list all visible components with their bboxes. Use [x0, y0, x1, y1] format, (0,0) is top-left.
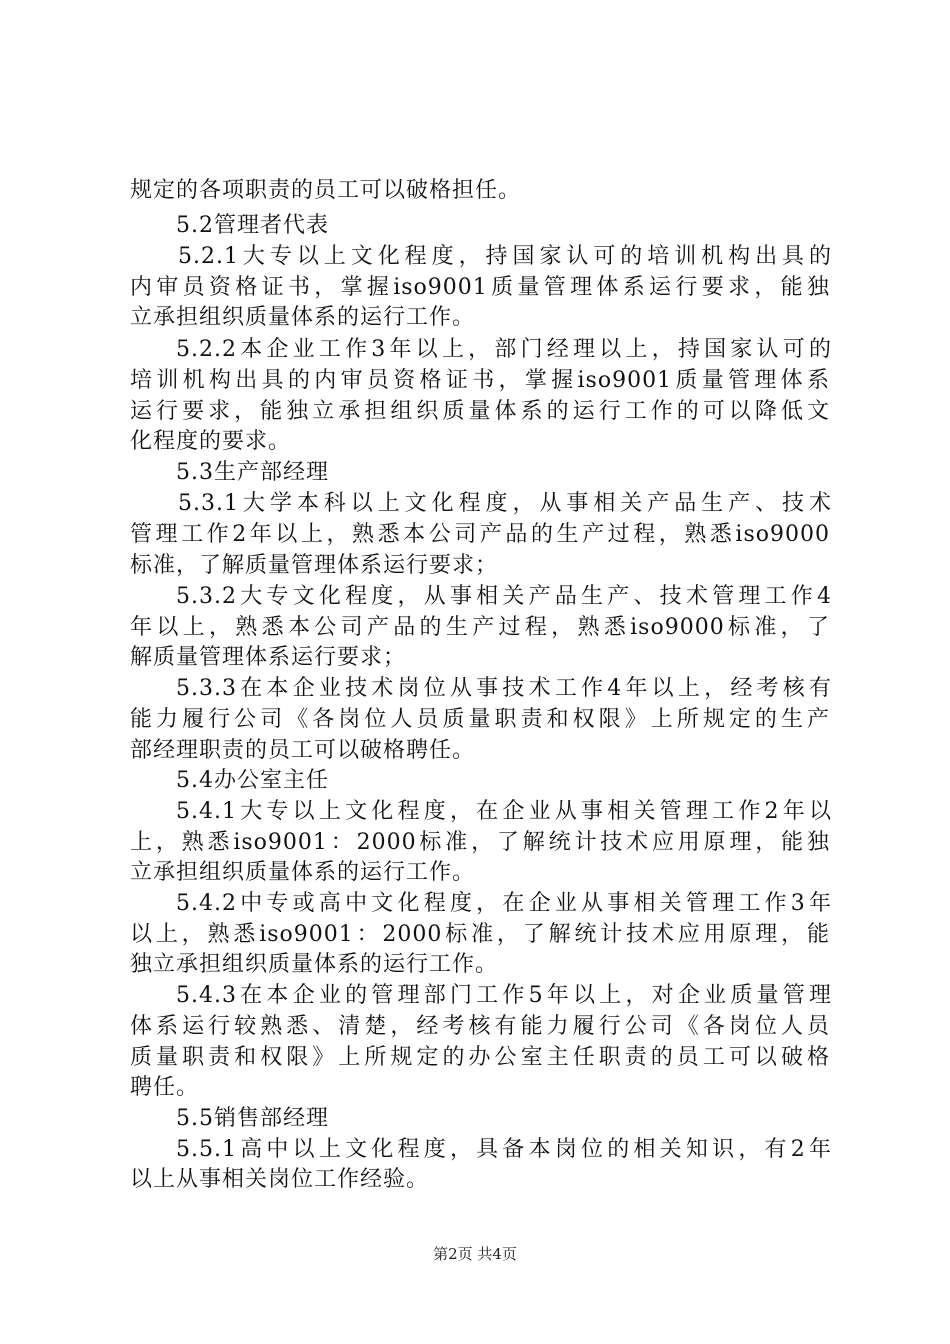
text-line: 内审员资格证书，掌握iso9001质量管理体系运行要求，能独	[130, 275, 830, 300]
text-line: 5.3.3在本企业技术岗位从事技术工作4年以上，经考核有	[176, 676, 832, 701]
text-line: 年以上，熟悉本公司产品的生产过程，熟悉iso9000标准，了	[130, 615, 830, 640]
text-line: 5.2.1大专以上文化程度，持国家认可的培训机构出具的	[178, 244, 832, 269]
text-line: 5.4.1大专以上文化程度，在企业从事相关管理工作2年以	[176, 799, 832, 824]
section-heading: 5.2管理者代表	[176, 213, 329, 238]
text-line: 部经理职责的员工可以破格聘任。	[130, 738, 476, 763]
text-line: 以上，熟悉iso9001：2000标准，了解统计技术应用原理，能	[130, 922, 830, 947]
page-number-footer: 第2页 共4页	[433, 1245, 517, 1263]
text-line: 立承担组织质量体系的运行工作。	[130, 305, 476, 330]
text-line: 解质量管理体系运行要求；	[130, 645, 407, 670]
section-heading: 5.5销售部经理	[176, 1106, 329, 1131]
text-line: 体系运行较熟悉、清楚，经考核有能力履行公司《各岗位人员	[130, 1014, 830, 1039]
text-line: 标准，了解质量管理体系运行要求；	[130, 553, 499, 578]
text-line: 独立承担组织质量体系的运行工作。	[130, 952, 499, 977]
text-line: 5.2.2本企业工作3年以上，部门经理以上，持国家认可的	[176, 337, 832, 362]
text-line: 聘任。	[130, 1075, 200, 1100]
text-line: 5.5.1高中以上文化程度，具备本岗位的相关知识，有2年	[176, 1137, 832, 1162]
text-line: 质量职责和权限》上所规定的办公室主任职责的员工可以破格	[130, 1045, 830, 1070]
text-line: 5.4.3在本企业的管理部门工作5年以上，对企业质量管理	[176, 983, 832, 1008]
section-heading: 5.4办公室主任	[176, 768, 329, 793]
text-line: 5.4.2中专或高中文化程度，在企业从事相关管理工作3年	[176, 891, 832, 916]
text-line: 化程度的要求。	[130, 429, 292, 454]
text-line: 立承担组织质量体系的运行工作。	[130, 860, 476, 885]
text-line: 5.3.1大学本科以上文化程度，从事相关产品生产、技术	[178, 491, 832, 516]
section-heading: 5.3生产部经理	[176, 460, 329, 485]
text-line: 5.3.2大专文化程度，从事相关产品生产、技术管理工作4	[176, 584, 832, 609]
text-line: 管理工作2年以上，熟悉本公司产品的生产过程，熟悉iso9000	[130, 522, 830, 547]
text-line: 运行要求，能独立承担组织质量体系的运行工作的可以降低文	[130, 399, 830, 424]
text-line: 规定的各项职责的员工可以破格担任。	[130, 178, 522, 203]
text-line: 上，熟悉iso9001：2000标准，了解统计技术应用原理，能独	[130, 830, 830, 855]
text-line: 以上从事相关岗位工作经验。	[130, 1167, 430, 1192]
text-line: 培训机构出具的内审员资格证书，掌握iso9001质量管理体系	[130, 368, 830, 393]
text-line: 能力履行公司《各岗位人员质量职责和权限》上所规定的生产	[130, 707, 830, 732]
